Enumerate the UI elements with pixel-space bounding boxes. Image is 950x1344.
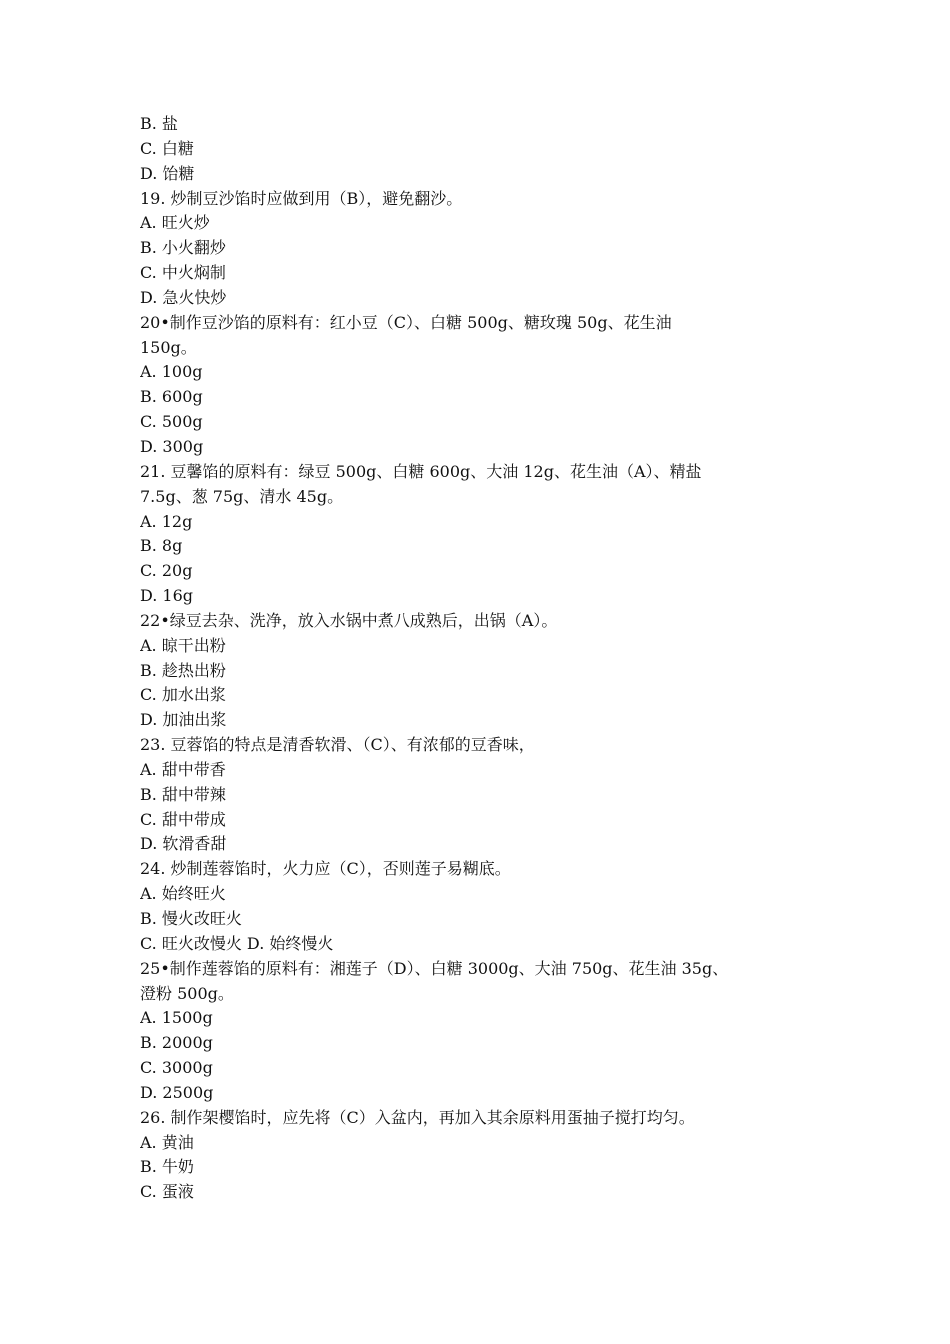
text-line: B. 8g (140, 536, 183, 556)
text-line: A. 甜中带香 (140, 759, 226, 779)
text-line: B. 600g (140, 387, 203, 407)
text-line: 23. 豆蓉馅的特点是清香软滑、（C）、有浓郁的豆香味， (140, 735, 535, 755)
text-line: 21. 豆馨馅的原料有：绿豆 500g、白糖 600g、大油 12g、花生油（A）、精盐 (140, 461, 702, 481)
text-line: 7.5g、葱 75g、清水 45g。 (140, 486, 344, 506)
text-line: D. 16g (140, 586, 194, 606)
text-line: D. 加油出浆 (140, 710, 227, 730)
text-line: B. 小火翻炒 (140, 238, 226, 258)
text-line: D. 急火快炒 (140, 287, 227, 307)
text-line: 150g。 (140, 337, 197, 357)
text-line: D. 软滑香甜 (140, 834, 227, 854)
text-line: C. 旺火改慢火 D. 始终慢火 (140, 933, 334, 953)
text-line: A. 旺火炒 (140, 213, 210, 233)
text-line: A. 100g (140, 362, 203, 382)
text-line: 19. 炒制豆沙馅时应做到用（B），避免翻沙。 (140, 188, 463, 208)
text-line: B. 甜中带辣 (140, 784, 226, 804)
text-line: 25•制作莲蓉馅的原料有：湘莲子（D）、白糖 3000g、大油 750g、花生油 35g、 (140, 958, 729, 978)
text-line: D. 2500g (140, 1082, 214, 1102)
text-line: C. 甜中带成 (140, 809, 226, 829)
text-line: C. 蛋液 (140, 1182, 194, 1202)
text-line: B. 2000g (140, 1033, 213, 1053)
text-line: C. 加水出浆 (140, 685, 226, 705)
document-page (140, 112, 830, 1205)
text-line: C. 500g (140, 412, 203, 432)
text-line: 26. 制作架樱馅时，应先将（C）入盆内，再加入其余原料用蛋抽子搅打均匀。 (140, 1107, 695, 1127)
text-line: D. 饴糖 (140, 163, 195, 183)
text-line: 20•制作豆沙馅的原料有：红小豆（C）、白糖 500g、糖玫瑰 50g、花生油 (140, 312, 672, 332)
text-line: A. 晾干出粉 (140, 635, 226, 655)
text-line: A. 12g (140, 511, 193, 531)
text-line: 22•绿豆去杂、洗净，放入水锅中煮八成熟后，出锅（A）。 (140, 610, 558, 630)
text-line: B. 盐 (140, 114, 178, 133)
text-line: A. 黄油 (140, 1132, 194, 1152)
text-line: 24. 炒制莲蓉馅时，火力应（C），否则莲子易糊底。 (140, 859, 511, 879)
text-line: A. 始终旺火 (140, 884, 226, 904)
text-line: C. 3000g (140, 1058, 213, 1078)
text-line: 澄粉 500g。 (140, 983, 234, 1003)
text-line: D. 300g (140, 436, 204, 456)
text-line: B. 慢火改旺火 (140, 909, 242, 928)
text-line: A. 1500g (140, 1008, 213, 1028)
text-line: B. 牛奶 (140, 1157, 194, 1177)
text-line: B. 趁热出粉 (140, 660, 226, 680)
text-line: C. 白糖 (140, 138, 194, 158)
text-line: C. 20g (140, 561, 193, 581)
text-line: C. 中火焖制 (140, 263, 226, 283)
